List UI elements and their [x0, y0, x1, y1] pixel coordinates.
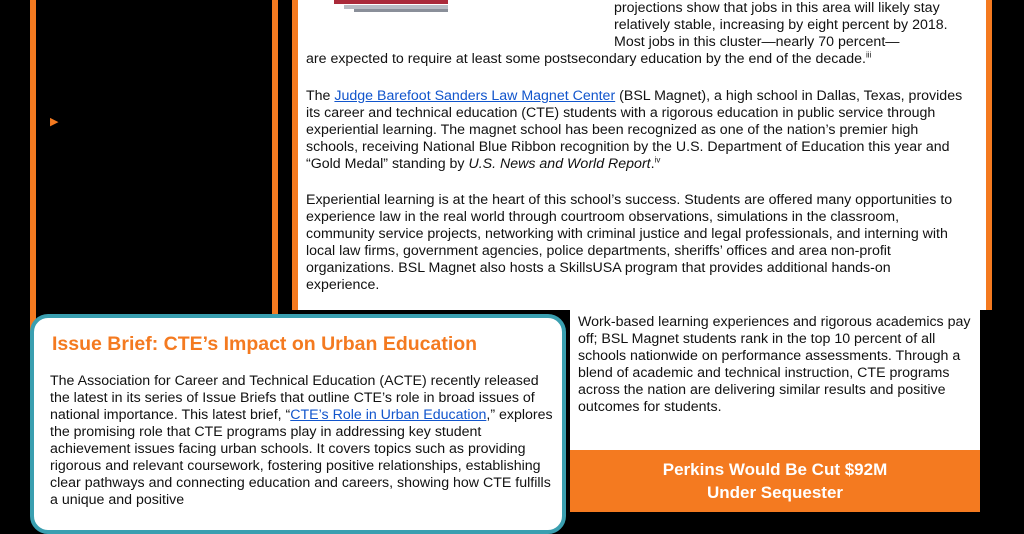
- main-article-column: [292, 0, 992, 310]
- work-based-section: [570, 310, 980, 450]
- issue-brief-title: Issue Brief: CTE’s Impact on Urban Education: [52, 333, 478, 355]
- perkins-headline-line1: Perkins Would Be Cut $92M: [662, 460, 888, 479]
- stacked-books-image: [334, 0, 448, 14]
- perkins-headline-line2: Under Sequester: [706, 483, 844, 502]
- urban-education-link[interactable]: CTE’s Role in Urban Education: [290, 407, 487, 423]
- triangle-right-icon[interactable]: ▶: [50, 116, 59, 128]
- publication-title: U.S. News and World Report: [468, 156, 651, 172]
- projection-paragraph: projections show that jobs in this area will likely stay relatively stable, increasing by eight percent by 2018. Most jobs in this cluster—nearly 70 percent—: [614, 0, 948, 50]
- postsecondary-paragraph: are expected to require at least some postsecondary education by the end of the decade.$^{iii}$: [306, 50, 872, 67]
- issue-brief-paragraph: The Association for Career and Technical Education (ACTE) recently released the latest in its series of Issue Briefs that outline CTE’s role in broad issues of national importance. This latest brief, “CTE’s Role in Urban Education,” explores the promising role that CTE programs play in addressing key student achievement issues facing urban schools. It covers topics such as providing rigorous and relevant coursework, fostering positive relationships, establishing clear pathways and connecting education and careers, showing how CTE fulfills a unique and positive: [50, 373, 553, 508]
- perkins-sequester-banner: [570, 450, 980, 512]
- endnote-iv: iv: [654, 155, 661, 165]
- work-based-paragraph: Work-based learning experiences and rigorous academics pay off; BSL Magnet students rank in the top 10 percent of all schools nationwide on performance assessments. Through a blend of academic and technical instruction, CTE programs across the nation are delivering similar results and positive outcomes for students.: [578, 314, 971, 415]
- experiential-paragraph: Experiential learning is at the heart of this school’s success. Students are offered many opportunities to experience law in the real world through courtroom observations, simulations in the classroom, community service projects, networking with criminal justice and legal professionals, and interning with local law firms, government agencies, police departments, sheriffs’ offices and area non-profit organizations. BSL Magnet also hosts a SkillsUSA program that provides additional hands-on experience.: [306, 192, 953, 293]
- bsl-magnet-link[interactable]: Judge Barefoot Sanders Law Magnet Center: [334, 88, 616, 104]
- bsl-magnet-paragraph: The Judge Barefoot Sanders Law Magnet Center (BSL Magnet), a high school in Dallas, Texas, provides its career and technical education (CTE) students with a rigorous education in public service through experiential learning. The magnet school has been recognized as one of the nation’s premier high schools, receiving National Blue Ribbon recognition by the U.S. Department of Education this year and “Gold Medal” standing by U.S. News and World Report.$^{iv}$: [306, 88, 963, 172]
- endnote-iii: iii: [865, 50, 872, 60]
- issue-brief-box: [30, 314, 566, 534]
